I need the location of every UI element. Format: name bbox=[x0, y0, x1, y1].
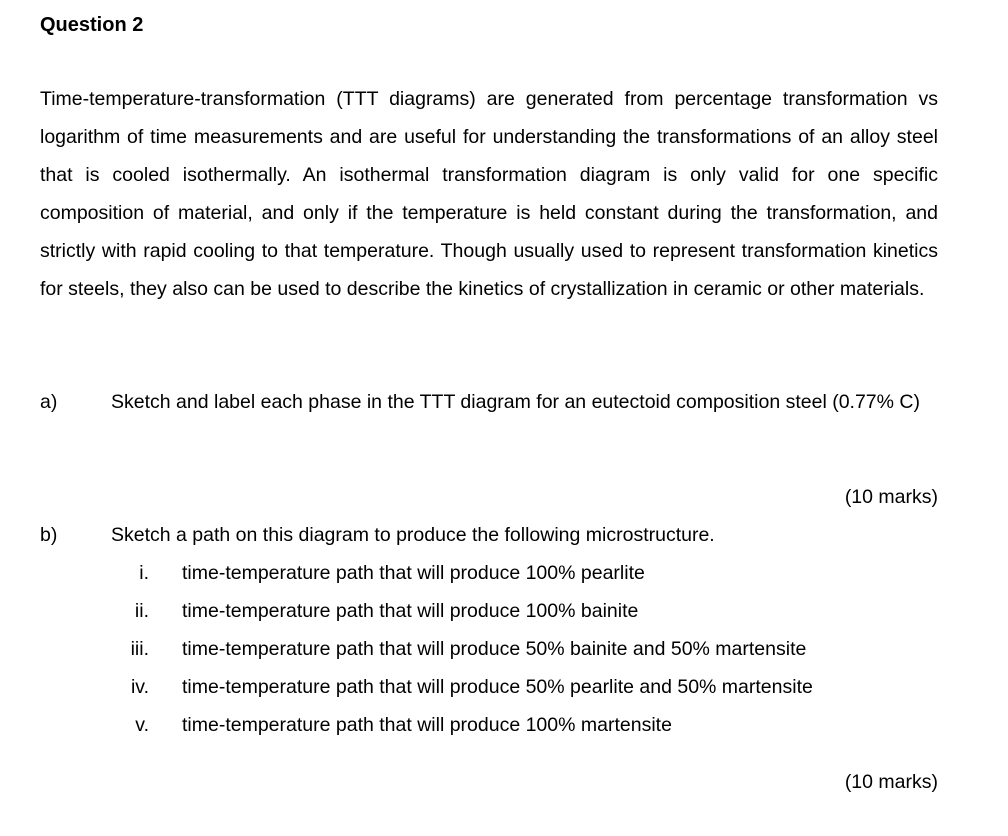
sub-item-numeral: iii. bbox=[130, 637, 149, 660]
part-b-marks: (10 marks) bbox=[844, 771, 938, 793]
part-b-text: Sketch a path on this diagram to produce the following microstructure. bbox=[111, 524, 715, 546]
sub-item-text: time-temperature path that will produce 100% martensite bbox=[182, 713, 672, 736]
sub-item-text: time-temperature path that will produce 50% bainite and 50% martensite bbox=[182, 637, 807, 660]
intro-paragraph: Time-temperature-transformation (TTT diagrams) are generated from percentage transformation vs logarithm of time measurements and are useful for understanding the transformations of an alloy steel that is cooled isothermally. An isothermal transformation diagram is only valid for one specific composition of material, and only if the temperature is held constant during the transformation, and strictly with rapid cooling to that temperature. Though usually used to represent transformation kinetics for steels, they also can be used to describe the kinetics of crystallization in ceramic or other materials. bbox=[40, 88, 938, 300]
part-a-text: Sketch and label each phase in the TTT diagram for an eutectoid composition steel (0.77% C) bbox=[111, 391, 920, 413]
list-item bbox=[111, 631, 931, 669]
list-item bbox=[111, 555, 931, 593]
list-item bbox=[111, 593, 931, 631]
part-b-sub-list bbox=[111, 555, 931, 745]
sub-item-text: time-temperature path that will produce 50% pearlite and 50% martensite bbox=[182, 675, 813, 698]
part-a-marks: (10 marks) bbox=[844, 486, 938, 508]
sub-item-numeral: ii. bbox=[134, 599, 149, 622]
sub-item-text: time-temperature path that will produce 100% bainite bbox=[182, 599, 639, 622]
sub-item-numeral: i. bbox=[139, 562, 149, 584]
question-heading: Question 2 bbox=[40, 14, 144, 36]
list-item bbox=[111, 669, 931, 707]
list-item bbox=[111, 707, 931, 745]
part-b-label: b) bbox=[40, 524, 58, 546]
sub-item-text: time-temperature path that will produce 100% pearlite bbox=[182, 562, 645, 584]
sub-item-numeral: v. bbox=[135, 713, 149, 736]
sub-item-numeral: iv. bbox=[130, 675, 149, 698]
part-a-label: a) bbox=[40, 391, 58, 413]
